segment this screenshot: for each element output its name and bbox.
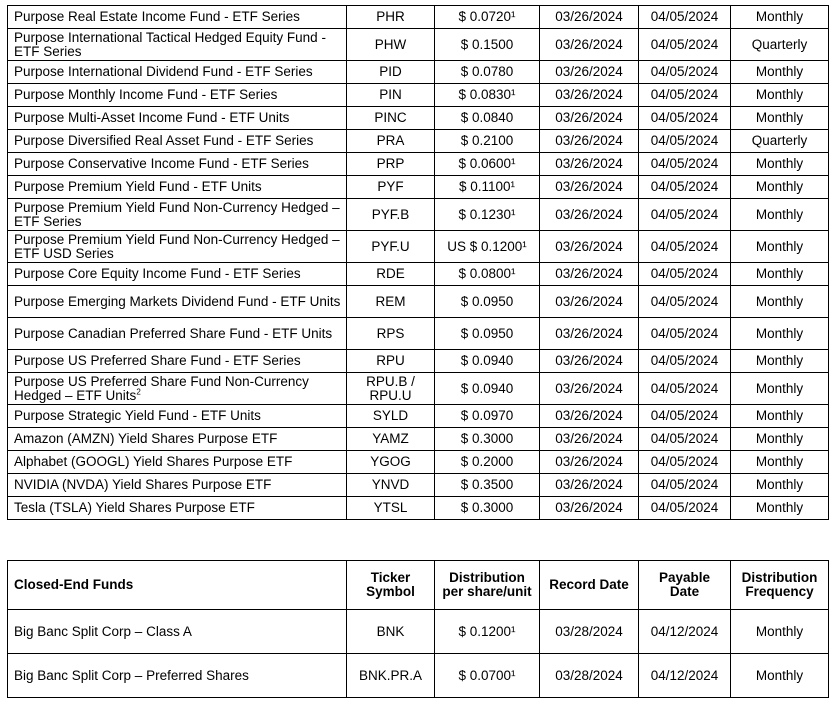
ticker-cell [347,318,435,350]
distribution-cell-text: $ 0.0940 [460,353,514,368]
distribution-cell [435,107,540,130]
frequency-cell-text: Monthly [755,64,804,79]
fund-name-cell [8,130,347,153]
distribution-cell-text: $ 0.3000 [460,431,514,446]
ticker-cell-text: PRP [376,156,405,171]
ticker-cell-text: PID [379,64,402,79]
record-date-cell-text: 03/26/2024 [555,110,623,125]
record-date-cell [540,6,639,29]
payable-date-cell [639,428,731,451]
fund-name-cell-text: Purpose International Tactical Hedged Equity Fund - ETF Series [14,29,326,59]
distribution-cell-text: $ 0.2000 [460,454,514,469]
header-distribution-frequency: Distribution Frequency [731,561,829,610]
distribution-cell-text: $ 0.0970 [460,408,514,423]
frequency-cell-text: Monthly [755,325,804,341]
frequency-cell-text: Quarterly [751,133,808,148]
ticker-cell [347,405,435,428]
table-row [8,84,829,107]
payable-date-cell [639,153,731,176]
header-ticker-symbol: Ticker Symbol [347,561,435,610]
record-date-cell [540,610,639,654]
distribution-cell [435,350,540,373]
distribution-cell-text: $ 0.0600¹ [458,156,516,171]
record-date-cell-text: 03/26/2024 [555,156,623,171]
table-row [8,199,829,231]
ticker-cell [347,231,435,263]
distribution-cell [435,153,540,176]
record-date-cell [540,263,639,286]
frequency-cell [731,428,829,451]
frequency-cell [731,263,829,286]
payable-date-cell [639,373,731,405]
payable-date-cell-text: 04/12/2024 [650,667,719,683]
fund-name-cell-text: Alphabet (GOOGL) Yield Shares Purpose ETF [14,454,293,469]
fund-name-cell-text: Purpose Strategic Yield Fund - ETF Units [14,408,261,423]
payable-date-cell-text: 04/05/2024 [650,36,719,52]
cef-table-body [8,610,829,698]
distribution-cell [435,405,540,428]
frequency-cell-text: Monthly [755,500,804,515]
table-row [8,176,829,199]
closed-end-funds-table [7,560,829,698]
distribution-cell [435,497,540,520]
record-date-cell-text: 03/26/2024 [555,179,623,194]
frequency-cell-text: Monthly [755,9,804,24]
record-date-cell [540,373,639,405]
payable-date-cell-text: 04/05/2024 [650,9,719,24]
payable-date-cell [639,610,731,654]
payable-date-cell [639,654,731,698]
distribution-cell [435,199,540,231]
fund-name-cell [8,654,347,698]
frequency-cell [731,107,829,130]
record-date-cell [540,231,639,263]
distribution-cell [435,29,540,61]
header-payable-date: Payable Date [639,561,731,610]
table-row [8,405,829,428]
payable-date-cell [639,176,731,199]
fund-name-cell-text: Purpose Real Estate Income Fund - ETF Series [14,9,300,24]
fund-name-cell [8,199,347,231]
record-date-cell-text: 03/26/2024 [555,431,623,446]
distribution-cell [435,373,540,405]
record-date-cell [540,428,639,451]
frequency-cell [731,153,829,176]
distribution-cell [435,286,540,318]
distribution-cell-text: $ 0.0950 [460,325,514,341]
record-date-cell-text: 03/28/2024 [555,667,623,683]
payable-date-cell [639,130,731,153]
distribution-cell-text: $ 0.0800¹ [458,266,516,281]
etf-table-body [8,6,829,520]
frequency-cell-text: Monthly [755,110,804,125]
fund-name-cell-text: NVIDIA (NVDA) Yield Shares Purpose ETF [14,477,272,492]
ticker-cell-text: PINC [374,110,407,125]
table-row [8,654,829,698]
payable-date-cell-text: 04/05/2024 [650,380,719,396]
table-row [8,153,829,176]
fund-name-cell-text: Big Banc Split Corp – Class A [14,623,192,639]
ticker-cell [347,428,435,451]
payable-date-cell-text: 04/05/2024 [650,179,719,194]
distribution-cell-text: $ 0.1100¹ [458,179,516,194]
fund-name-cell-text: Purpose Premium Yield Fund - ETF Units [14,179,262,194]
distribution-cell [435,263,540,286]
ticker-cell [347,176,435,199]
record-date-cell-text: 03/26/2024 [555,36,623,52]
distribution-cell-text: $ 0.0720¹ [458,9,516,24]
frequency-cell [731,474,829,497]
ticker-cell-text: RPU.B / RPU.U [366,373,415,403]
ticker-cell [347,263,435,286]
frequency-cell [731,286,829,318]
fund-name-cell [8,610,347,654]
payable-date-cell-text: 04/05/2024 [650,408,719,423]
ticker-cell-text: BNK.PR.A [358,667,423,683]
table-row [8,29,829,61]
fund-name-cell [8,263,347,286]
fund-name-cell [8,84,347,107]
fund-name-cell-text: Big Banc Split Corp – Preferred Shares [14,667,249,683]
frequency-cell [731,231,829,263]
payable-date-cell [639,350,731,373]
payable-date-cell-text: 04/05/2024 [650,206,719,222]
ticker-cell [347,107,435,130]
fund-name-cell [8,474,347,497]
table-row [8,497,829,520]
ticker-cell [347,373,435,405]
ticker-cell [347,199,435,231]
fund-name-cell [8,405,347,428]
table-row [8,428,829,451]
ticker-cell-text: PHR [376,9,405,24]
fund-name-cell [8,451,347,474]
frequency-cell [731,318,829,350]
record-date-cell [540,350,639,373]
payable-date-cell-text: 04/05/2024 [650,110,719,125]
frequency-cell-text: Monthly [755,667,804,683]
table-row [8,610,829,654]
record-date-cell-text: 03/26/2024 [555,238,623,254]
ticker-cell [347,286,435,318]
payable-date-cell [639,199,731,231]
table-row [8,231,829,263]
header-distribution-per-unit: Distribution per share/unit [435,561,540,610]
ticker-cell [347,153,435,176]
ticker-cell-text: PHW [374,36,407,52]
payable-date-cell [639,61,731,84]
frequency-cell-text: Monthly [755,623,804,639]
table-row [8,474,829,497]
ticker-cell [347,497,435,520]
frequency-cell [731,199,829,231]
frequency-cell [731,6,829,29]
fund-name-cell [8,6,347,29]
distribution-cell-text: $ 0.3500 [460,477,514,492]
fund-name-cell-text: Purpose Diversified Real Asset Fund - ETF Series [14,133,314,148]
frequency-cell [731,610,829,654]
frequency-cell [731,405,829,428]
payable-date-cell [639,497,731,520]
distribution-cell-text: $ 0.1200¹ [458,623,516,639]
distribution-cell [435,610,540,654]
record-date-cell [540,405,639,428]
fund-name-cell [8,318,347,350]
fund-name-cell [8,497,347,520]
ticker-cell [347,654,435,698]
frequency-cell-text: Monthly [755,454,804,469]
fund-name-cell [8,286,347,318]
payable-date-cell [639,6,731,29]
ticker-cell-text: YGOG [370,454,411,469]
record-date-cell [540,286,639,318]
distribution-cell [435,474,540,497]
fund-name-cell-text: Purpose US Preferred Share Fund - ETF Series [14,353,301,368]
frequency-cell-text: Monthly [755,87,804,102]
payable-date-cell [639,474,731,497]
payable-date-cell [639,286,731,318]
header-fund-name: Closed-End Funds [8,561,347,610]
record-date-cell [540,451,639,474]
record-date-cell [540,153,639,176]
record-date-cell-text: 03/26/2024 [555,454,623,469]
record-date-cell-text: 03/26/2024 [555,293,623,309]
record-date-cell-text: 03/26/2024 [555,380,623,396]
fund-name-cell-text: Purpose Premium Yield Fund Non-Currency Hedged – ETF Series [14,199,340,229]
ticker-cell [347,29,435,61]
record-date-cell-text: 03/26/2024 [555,206,623,222]
frequency-cell [731,497,829,520]
payable-date-cell-text: 04/05/2024 [650,500,719,515]
frequency-cell-text: Monthly [755,266,804,281]
record-date-cell-text: 03/26/2024 [555,500,623,515]
frequency-cell-text: Monthly [755,206,804,222]
distribution-cell-text: $ 0.0840 [460,110,514,125]
fund-name-cell-text: Purpose Multi-Asset Income Fund - ETF Units [14,110,290,125]
distribution-cell [435,654,540,698]
etf-distribution-table [7,5,829,520]
frequency-cell-text: Quarterly [751,36,808,52]
frequency-cell [731,61,829,84]
payable-date-cell-text: 04/05/2024 [650,238,719,254]
frequency-cell [731,451,829,474]
record-date-cell-text: 03/26/2024 [555,266,623,281]
record-date-cell [540,654,639,698]
distribution-cell-text: $ 0.2100 [460,133,514,148]
table-row [8,286,829,318]
ticker-cell-text: YTSL [373,500,408,515]
payable-date-cell [639,231,731,263]
ticker-cell [347,61,435,84]
distribution-cell [435,84,540,107]
ticker-cell-text: YNVD [371,477,410,492]
frequency-cell [731,654,829,698]
record-date-cell [540,130,639,153]
record-date-cell-text: 03/26/2024 [555,325,623,341]
distribution-cell [435,428,540,451]
record-date-cell [540,84,639,107]
fund-name-cell [8,373,347,405]
ticker-cell-text: SYLD [372,408,409,423]
payable-date-cell-text: 04/05/2024 [650,87,719,102]
record-date-cell [540,199,639,231]
table-row [8,373,829,405]
ticker-cell [347,84,435,107]
fund-name-cell [8,350,347,373]
frequency-cell-text: Monthly [755,431,804,446]
distribution-cell-text: $ 0.0700¹ [458,667,516,683]
fund-name-cell-text: Amazon (AMZN) Yield Shares Purpose ETF [14,431,278,446]
distribution-cell [435,6,540,29]
frequency-cell-text: Monthly [755,408,804,423]
ticker-cell [347,610,435,654]
fund-name-cell-text: Purpose Canadian Preferred Share Fund - ETF Units [14,325,333,341]
distribution-cell [435,61,540,84]
ticker-cell [347,130,435,153]
fund-name-cell-text: Purpose Monthly Income Fund - ETF Series [14,87,278,102]
payable-date-cell [639,84,731,107]
record-date-cell-text: 03/26/2024 [555,9,623,24]
table-row [8,107,829,130]
record-date-cell-text: 03/26/2024 [555,133,623,148]
fund-name-cell [8,153,347,176]
record-date-cell [540,474,639,497]
payable-date-cell [639,29,731,61]
table-row [8,263,829,286]
ticker-cell-text: PRA [376,133,405,148]
frequency-cell-text: Monthly [755,293,804,309]
payable-date-cell-text: 04/05/2024 [650,477,719,492]
frequency-cell-text: Monthly [755,238,804,254]
ticker-cell-text: RPS [376,325,405,341]
ticker-cell-text: PYF [377,179,404,194]
cef-header-row [8,561,829,610]
frequency-cell [731,84,829,107]
record-date-cell-text: 03/26/2024 [555,353,623,368]
record-date-cell [540,61,639,84]
frequency-cell-text: Monthly [755,477,804,492]
payable-date-cell [639,263,731,286]
payable-date-cell-text: 04/05/2024 [650,156,719,171]
distribution-cell-text: US $ 0.1200¹ [447,238,527,254]
distribution-cell-text: $ 0.3000 [460,500,514,515]
table-row [8,451,829,474]
fund-name-cell [8,29,347,61]
distribution-cell-text: $ 0.0950 [460,293,514,309]
ticker-cell [347,451,435,474]
frequency-cell-text: Monthly [755,179,804,194]
fund-name-cell [8,61,347,84]
payable-date-cell-text: 04/05/2024 [650,353,719,368]
frequency-cell-text: Monthly [755,353,804,368]
distribution-cell-text: $ 0.1230¹ [458,206,516,222]
frequency-cell [731,350,829,373]
record-date-cell [540,29,639,61]
fund-name-cell [8,176,347,199]
frequency-cell [731,373,829,405]
distribution-cell-text: $ 0.0940 [460,380,514,396]
distribution-cell [435,130,540,153]
fund-name-cell-text: Purpose Core Equity Income Fund - ETF Series [14,266,301,281]
payable-date-cell-text: 04/05/2024 [650,293,719,309]
record-date-cell [540,176,639,199]
record-date-cell-text: 03/26/2024 [555,87,623,102]
payable-date-cell-text: 04/05/2024 [650,431,719,446]
payable-date-cell [639,107,731,130]
ticker-cell [347,350,435,373]
distribution-cell [435,176,540,199]
footnote-marker: 2 [136,387,141,396]
record-date-cell-text: 03/28/2024 [555,623,623,639]
ticker-cell-text: BNK [376,623,405,639]
ticker-cell [347,6,435,29]
fund-name-cell [8,428,347,451]
payable-date-cell [639,451,731,474]
payable-date-cell-text: 04/05/2024 [650,325,719,341]
fund-name-cell-text: Purpose Premium Yield Fund Non-Currency Hedged – ETF USD Series [14,231,340,261]
record-date-cell-text: 03/26/2024 [555,477,623,492]
fund-name-cell [8,107,347,130]
distribution-cell [435,318,540,350]
distribution-cell-text: $ 0.0830¹ [458,87,516,102]
distribution-cell-text: $ 0.0780 [460,64,514,79]
frequency-cell [731,176,829,199]
record-date-cell [540,107,639,130]
ticker-cell-text: YAMZ [372,431,409,446]
table-row [8,130,829,153]
table-row [8,61,829,84]
table-row [8,6,829,29]
payable-date-cell [639,405,731,428]
frequency-cell-text: Monthly [755,156,804,171]
table-row [8,318,829,350]
frequency-cell [731,29,829,61]
fund-name-cell-text: Tesla (TSLA) Yield Shares Purpose ETF [14,500,255,515]
fund-name-cell [8,231,347,263]
distribution-cell [435,231,540,263]
payable-date-cell-text: 04/12/2024 [650,623,719,639]
record-date-cell-text: 03/26/2024 [555,64,623,79]
fund-name-cell-text: Purpose Emerging Markets Dividend Fund - ETF Units [14,293,341,309]
distribution-cell-text: $ 0.1500 [460,36,514,52]
payable-date-cell-text: 04/05/2024 [650,454,719,469]
table-row [8,350,829,373]
fund-name-cell-text: Purpose US Preferred Share Fund Non-Currency Hedged – ETF Units [14,373,309,403]
ticker-cell-text: RDE [376,266,405,281]
header-record-date: Record Date [540,561,639,610]
frequency-cell-text: Monthly [755,380,804,396]
ticker-cell-text: PIN [379,87,402,102]
ticker-cell-text: PYF.U [371,238,410,254]
payable-date-cell-text: 04/05/2024 [650,133,719,148]
record-date-cell-text: 03/26/2024 [555,408,623,423]
fund-name-cell-text: Purpose Conservative Income Fund - ETF Series [14,156,309,171]
ticker-cell-text: RPU [376,353,405,368]
record-date-cell [540,318,639,350]
payable-date-cell-text: 04/05/2024 [650,266,719,281]
distribution-cell [435,451,540,474]
record-date-cell [540,497,639,520]
payable-date-cell [639,318,731,350]
fund-name-cell-text: Purpose International Dividend Fund - ETF Series [14,64,313,79]
payable-date-cell-text: 04/05/2024 [650,64,719,79]
ticker-cell-text: PYF.B [371,206,410,222]
frequency-cell [731,130,829,153]
ticker-cell-text: REM [375,293,406,309]
ticker-cell [347,474,435,497]
